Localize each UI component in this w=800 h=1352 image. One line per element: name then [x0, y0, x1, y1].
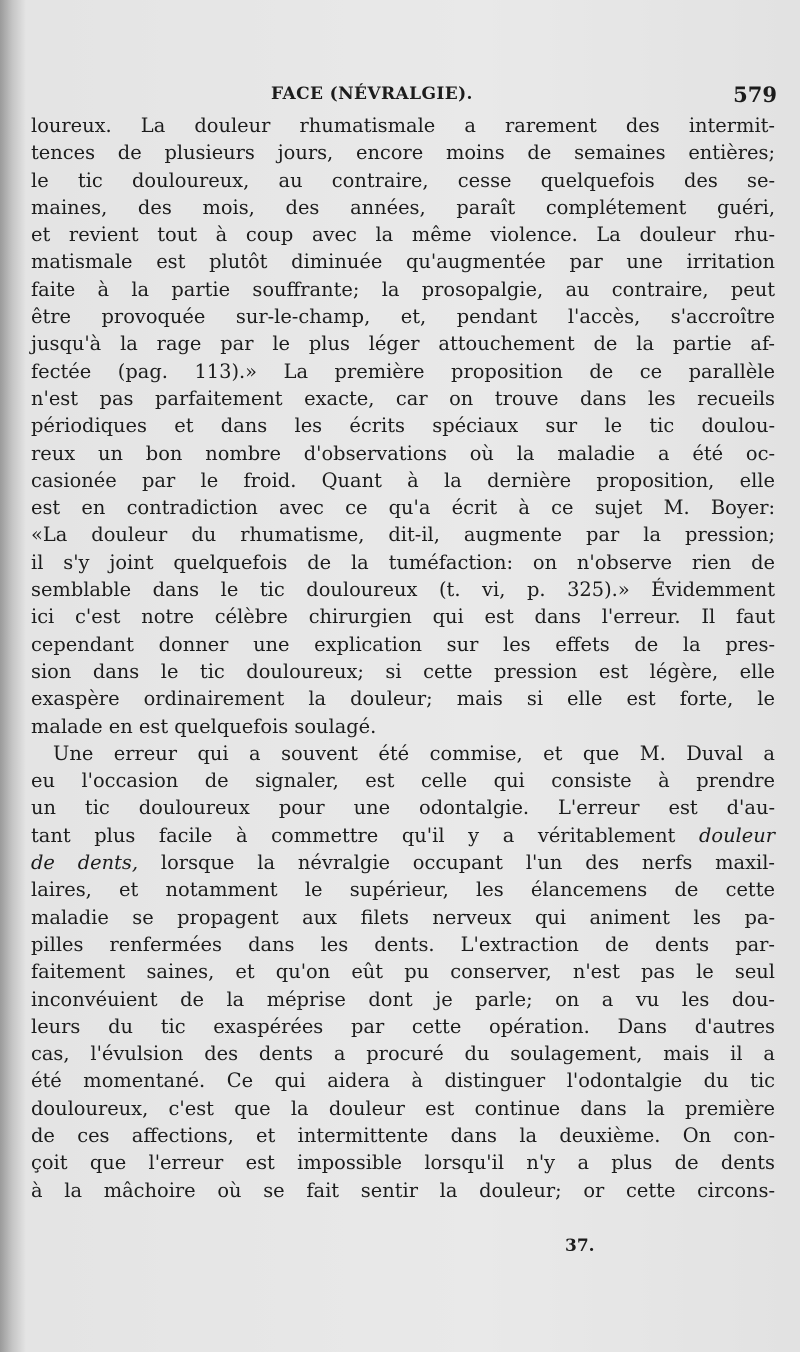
- text-line: eu l'occasion de signaler, est celle qui consiste à prendre: [31, 769, 775, 793]
- text-line: périodiques et dans les écrits spéciaux sur le tic doulou-: [31, 414, 775, 438]
- text-line: leurs du tic exaspérées par cette opération. Dans d'autres: [31, 1014, 775, 1038]
- text-line: «La douleur du rhumatisme, dit-il, augmente par la pression;: [31, 523, 775, 547]
- text-line: il s'y joint quelquefois de la tuméfaction: on n'observe rien de: [31, 550, 775, 574]
- italic-phrase: douleur: [698, 823, 775, 847]
- text-line: çoit que l'erreur est impossible lorsqu'il n'y a plus de dents: [31, 1151, 775, 1175]
- text-line: exaspère ordinairement la douleur; mais si elle est forte, le: [31, 687, 775, 711]
- text-line: maladie se propagent aux filets nerveux qui animent les pa-: [31, 905, 775, 929]
- text-line: laires, et notamment le supérieur, les élancemens de cette: [31, 878, 775, 902]
- text-line-with-italic: [31, 849, 775, 876]
- text-line: cas, l'évulsion des dents a procuré du soulagement, mais il a: [31, 1042, 775, 1066]
- text-line: sion dans le tic douloureux; si cette pression est légère, elle: [31, 659, 775, 683]
- text-line: n'est pas parfaitement exacte, car on trouve dans les recueils: [31, 386, 775, 410]
- text-line: pilles renfermées dans les dents. L'extraction de dents par-: [31, 932, 775, 956]
- italic-phrase: de dents,: [31, 851, 139, 875]
- text-line: est en contradiction avec ce qu'a écrit à ce sujet M. Boyer:: [31, 496, 775, 520]
- text-line: Une erreur qui a souvent été commise, et que M. Duval a: [53, 741, 775, 765]
- text-line: reux un bon nombre d'observations où la maladie a été oc-: [31, 441, 775, 465]
- text-line: semblable dans le tic douloureux (t. vi, p. 325).» Évidemment: [31, 578, 775, 602]
- page-number: 579: [733, 82, 777, 107]
- text-fragment: tant plus facile à commettre qu'il y a véritablement: [31, 823, 676, 847]
- text-line: à la mâchoire où se fait sentir la douleur; or cette circons-: [31, 1178, 775, 1202]
- text-line: fectée (pag. 113).» La première proposition de ce parallèle: [31, 359, 775, 383]
- text-line: malade en est quelquefois soulagé.: [31, 714, 377, 738]
- text-line: être provoquée sur-le-champ, et, pendant l'accès, s'accroître: [31, 305, 775, 329]
- text-line: le tic douloureux, au contraire, cesse quelquefois des se-: [31, 168, 775, 192]
- text-line: tences de plusieurs jours, encore moins de semaines entières;: [31, 141, 775, 165]
- text-line: ici c'est notre célèbre chirurgien qui est dans l'erreur. Il faut: [31, 605, 775, 629]
- text-line: matismale est plutôt diminuée qu'augmentée par une irritation: [31, 250, 775, 274]
- text-line: maines, des mois, des années, paraît complétement guéri,: [31, 195, 775, 219]
- text-line: jusqu'à la rage par le plus léger attouchement de la partie af-: [31, 332, 775, 356]
- running-head: [31, 84, 777, 110]
- text-fragment: lorsque la névralgie occupant l'un des nerfs maxil-: [160, 851, 775, 875]
- text-line: casionée par le froid. Quant à la dernière proposition, elle: [31, 468, 775, 492]
- text-line-with-italic: [31, 822, 775, 849]
- text-line: faitement saines, et qu'on eût pu conserver, n'est pas le seul: [31, 960, 775, 984]
- text-line: loureux. La douleur rhumatismale a rarement des intermit-: [31, 114, 775, 137]
- running-title: FACE (NÉVRALGIE).: [271, 84, 473, 104]
- text-line: un tic douloureux pour une odontalgie. L'erreur est d'au-: [31, 796, 775, 820]
- text-line: et revient tout à coup avec la même violence. La douleur rhu-: [31, 223, 775, 247]
- body-text: [31, 112, 775, 1204]
- text-line: cependant donner une explication sur les effets de la pres-: [31, 632, 775, 656]
- printer-signature-mark: 37.: [565, 1236, 595, 1256]
- text-line: douloureux, c'est que la douleur est continue dans la première: [31, 1096, 775, 1120]
- text-line: inconvéuient de la méprise dont je parle; on a vu les dou-: [31, 987, 775, 1011]
- text-line: de ces affections, et intermittente dans la deuxième. On con-: [31, 1123, 775, 1147]
- text-line: été momentané. Ce qui aidera à distinguer l'odontalgie du tic: [31, 1069, 775, 1093]
- text-line: faite à la partie souffrante; la prosopalgie, au contraire, peut: [31, 277, 775, 301]
